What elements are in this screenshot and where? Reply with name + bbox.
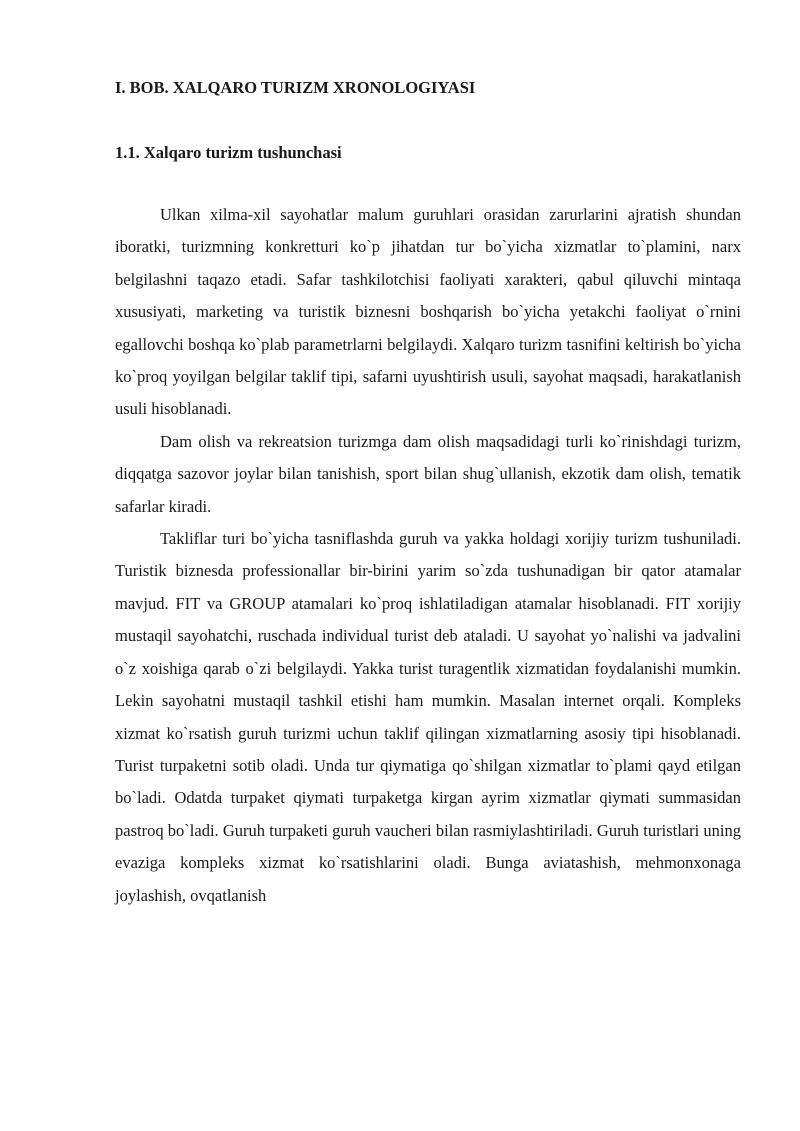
paragraph-1: Ulkan xilma-xil sayohatlar malum guruhlari orasidan zarurlarini ajratish shundan iboratki, turizmning konkretturi ko`p jihatdan tur bo`yicha xizmatlar to`plamini, narx belgilashni taqazo etadi. Safar tashkilotchisi faoliyati xarakteri, qabul qiluvchi mintaqa xususiyati, marketing va turistik biznesni boshqarish bo`yicha yetakchi faoliyat o`rnini egallovchi boshqa ko`plab parametrlarni belgilaydi. Xalqaro turizm tasnifini keltirish bo`yicha ko`proq yoyilgan belgilar taklif tipi, safarni uyushtirish usuli, sayohat maqsadi, harakatlanish usuli hisoblanadi. <box>115 205 741 419</box>
chapter-title: I. BOB. XALQARO TURIZM XRONOLOGIYASI <box>115 78 476 97</box>
body-text <box>115 199 741 912</box>
section-title: 1.1. Xalqaro turizm tushunchasi <box>115 143 342 162</box>
paragraph-3: Takliflar turi bo`yicha tasniflashda guruh va yakka holdagi xorijiy turizm tushuniladi. Turistik biznesda professionallar bir-birini yarim so`zda tushunadigan bir qator atamalar mavjud. FIT va GROUP atamalari ko`proq ishlatiladigan atamalar hisoblanadi. FIT xorijiy mustaqil sayohatchi, ruschada individual turist deb ataladi. U sayohat yo`nalishi va jadvalini o`z xoishiga qarab o`zi belgilaydi. Yakka turist turagentlik xizmatidan foydalanishi mumkin. Lekin sayohatni mustaqil tashkil etishi ham mumkin. Masalan internet orqali. Kompleks xizmat ko`rsatish guruh turizmi uchun taklif qilingan xizmatlarning asosiy tipi hisoblanadi. Turist turpaketni sotib oladi. Unda tur qiymatiga qo`shilgan xizmatlar to`plami qayd etilgan bo`ladi. Odatda turpaket qiymati turpaketga kirgan ayrim xizmatlar qiymati summasidan pastroq bo`ladi. Guruh turpaketi guruh vaucheri bilan rasmiylashtiriladi. Guruh turistlari uning evaziga kompleks xizmat ko`rsatishlarini oladi. Bunga aviatashish, mehmonxonaga joylashish, ovqatlanish <box>115 529 741 905</box>
paragraph-2: Dam olish va rekreatsion turizmga dam olish maqsadidagi turli ko`rinishdagi turizm, diqqatga sazovor joylar bilan tanishish, sport bilan shug`ullanish, ekzotik dam olish, tematik safarlar kiradi. <box>115 431 741 516</box>
